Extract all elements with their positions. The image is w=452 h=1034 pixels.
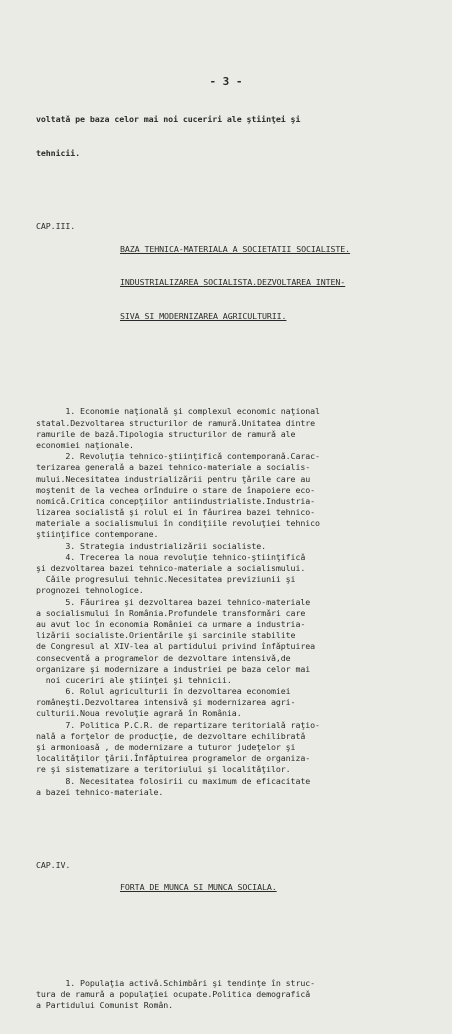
text-line: ramurile de bazǎ.Tipologia structurilor de ramurǎ ale: [36, 428, 296, 439]
chapter-4-heading: [36, 860, 436, 916]
text-line: prognozei tehnologice.: [36, 585, 144, 596]
text-line: nomicǎ.Critica concepţiilor antiindustrialiste.Industria-: [36, 495, 316, 506]
text-line: moştenit de la vechea orînduire o stare de înapoiere eco-: [36, 484, 316, 495]
text-line: 7. Politica P.C.R. de repartizare teritorialǎ raţio-: [36, 719, 320, 730]
text-line: statal.Dezvoltarea structurilor de ramurǎ.Unitatea dintre: [36, 417, 316, 428]
text-line: 1. Economie naţionalǎ şi complexul economic naţional: [36, 406, 320, 417]
text-line: noi cuceriri ale ştiinţei şi tehnicii.: [36, 674, 232, 685]
chapter-3-label: CAP.III.: [36, 221, 76, 232]
text-line: 1. Populaţia activǎ.Schimbǎri şi tendinţe în struc-: [36, 978, 316, 988]
text-line: 3. Strategia industrializǎrii socialiste.: [36, 540, 267, 551]
text-line: româneşti.Dezvoltarea intensivǎ şi modernizarea agri-: [36, 697, 296, 708]
text-line: au avut loc în economia României ca urmare a industria-: [36, 618, 306, 629]
text-line: 8. Necesitatea folosirii cu maximum de eficacitate: [36, 775, 311, 786]
text-line: 5. Fǎurirea şi dezvoltarea bazei tehnico-materiale: [36, 596, 311, 607]
chapter-3-title-line: INDUSTRIALIZAREA SOCIALISTA.DEZVOLTAREA INTEN-: [120, 277, 346, 288]
text-line: 4. Trecerea la noua revoluţie tehnico-ştiinţificǎ: [36, 551, 306, 562]
text-line: 6. Rolul agriculturii în dezvoltarea economiei: [36, 686, 291, 697]
text-line: economiei naţionale.: [36, 439, 134, 450]
chapter-4-title: FORTA DE MUNCA SI MUNCA SOCIALA.: [120, 882, 277, 893]
text-line: şi armonioasǎ , de modernizare a tuturor judeţelor şi: [36, 742, 296, 753]
chapter-3-heading: [36, 221, 436, 344]
text-line: materiale a socialismului în condiţiile revoluţiei tehnico: [36, 518, 320, 529]
chapter-4-content: [36, 978, 436, 1012]
text-line: tura de ramurǎ a populaţiei ocupate.Politica demograficǎ: [36, 989, 311, 1000]
text-line: nalǎ a forţelor de producţie, de dezvoltare echilibratǎ: [36, 730, 306, 741]
chapter-4-label: CAP.IV.: [36, 859, 71, 870]
text-line: a Partidului Comunist Român.: [36, 1000, 174, 1011]
text-line: organizare şi modernizare a industriei pe baza celor mai: [36, 663, 311, 674]
text-line: lizarea socialistǎ şi rolul ei în fǎurirea bazei tehnico-: [36, 507, 316, 518]
intro-line: voltatǎ pe baza celor mai noi cuceriri ale ştiinţei şi: [36, 114, 301, 125]
chapter-3-title-line: BAZA TEHNICA-MATERIALA A SOCIETATII SOCIALISTE.: [120, 243, 351, 254]
page-number: - 3 -: [209, 75, 243, 88]
text-line: culturii.Noua revoluţie agrarǎ în România.: [36, 708, 242, 719]
page-body: [36, 92, 436, 1034]
text-line: re şi sistematizare a teritoriului şi localitǎţilor.: [36, 764, 291, 775]
text-line: a bazei tehnico-materiale.: [36, 786, 164, 797]
text-line: ştiinţifice contemporane.: [36, 529, 159, 540]
chapter-3-content: [36, 406, 436, 798]
text-line: de Congresul al XIV-lea al partidului privind înfǎptuirea: [36, 641, 316, 652]
text-line: şi dezvoltarea bazei tehnico-materiale a socialismului.: [36, 563, 306, 574]
text-line: terizarea generalǎ a bazei tehnico-materiale a socialis-: [36, 462, 311, 473]
text-line: a socialismului în România.Profundele transformǎri care: [36, 607, 306, 618]
text-line: localitǎţilor ţǎrii.Înfǎptuirea programelor de organiza-: [36, 753, 311, 764]
text-line: consecventǎ a programelor de dezvoltare intensivǎ,de: [36, 652, 291, 663]
text-line: 2. Revoluţia tehnico-ştiinţificǎ contemporanǎ.Carac-: [36, 451, 320, 462]
text-line: Cǎile progresului tehnic.Necesitatea previziunii şi: [36, 574, 296, 585]
text-line: lizǎrii socialiste.Orientǎrile şi sarcinile stabilite: [36, 630, 296, 641]
chapter-3-title-line: SIVA SI MODERNIZAREA AGRICULTURII.: [120, 310, 287, 321]
intro-line: tehnicii.: [36, 148, 81, 158]
text-line: mului.Necesitatea industrializǎrii pentru ţǎrile care au: [36, 473, 311, 484]
